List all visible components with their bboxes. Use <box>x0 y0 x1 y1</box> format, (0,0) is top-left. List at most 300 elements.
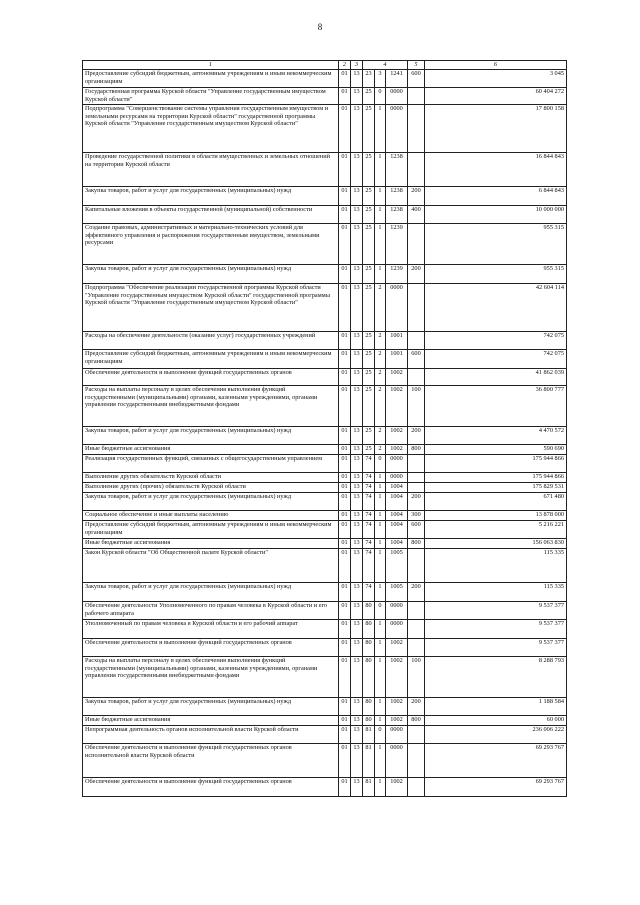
row-amount-cell: 10 000 000 <box>425 206 567 224</box>
row-name-cell: Обеспечение деятельности и выполнение функций государственных органов <box>83 639 339 657</box>
row-subsection-cell: 13 <box>351 386 363 427</box>
row-direction-cell: 1239 <box>386 265 408 284</box>
row-direction-cell: 1004 <box>386 483 408 493</box>
row-amount-cell: 16 844 843 <box>425 153 567 187</box>
row-amount-cell: 1 188 584 <box>425 698 567 716</box>
row-name-cell: Предоставление субсидий бюджетным, автономным учреждениям и иным некоммерческим организациям <box>83 521 339 539</box>
row-subprogram-cell: 1 <box>375 639 386 657</box>
row-subsection-cell: 13 <box>351 602 363 620</box>
row-direction-cell: 1001 <box>386 332 408 350</box>
table-row <box>83 483 567 493</box>
row-subsection-cell: 13 <box>351 583 363 602</box>
row-subsection-cell: 13 <box>351 445 363 455</box>
table-row <box>83 369 567 386</box>
row-subprogram-cell: 1 <box>375 511 386 521</box>
row-expense-type-cell <box>408 639 425 657</box>
row-direction-cell: 1002 <box>386 716 408 726</box>
table-row <box>83 620 567 639</box>
row-subprogram-cell: 1 <box>375 698 386 716</box>
row-subprogram-cell: 0 <box>375 726 386 744</box>
table-row <box>83 698 567 716</box>
row-amount-cell: 13 878 000 <box>425 511 567 521</box>
row-subsection-cell: 13 <box>351 473 363 483</box>
row-direction-cell: 1239 <box>386 224 408 265</box>
header-cell: 1 <box>83 61 339 70</box>
header-cell: 6 <box>425 61 567 70</box>
table-row <box>83 493 567 511</box>
row-direction-cell: 0000 <box>386 455 408 473</box>
row-subprogram-cell: 1 <box>375 539 386 549</box>
row-subprogram-cell: 2 <box>375 369 386 386</box>
row-program-cell: 25 <box>363 386 375 427</box>
row-section-cell: 01 <box>339 369 351 386</box>
row-expense-type-cell <box>408 549 425 583</box>
row-expense-type-cell <box>408 726 425 744</box>
row-direction-cell: 1002 <box>386 427 408 445</box>
row-section-cell: 01 <box>339 639 351 657</box>
row-direction-cell: 0000 <box>386 620 408 639</box>
row-subprogram-cell: 1 <box>375 493 386 511</box>
table-row <box>83 284 567 332</box>
row-subprogram-cell: 1 <box>375 105 386 153</box>
row-subprogram-cell: 0 <box>375 602 386 620</box>
row-expense-type-cell: 800 <box>408 716 425 726</box>
row-subprogram-cell: 1 <box>375 549 386 583</box>
row-section-cell: 01 <box>339 187 351 206</box>
row-section-cell: 01 <box>339 511 351 521</box>
header-cell: 2 <box>339 61 351 70</box>
header-cell: 3 <box>351 61 363 70</box>
row-amount-cell: 5 216 221 <box>425 521 567 539</box>
row-expense-type-cell <box>408 778 425 797</box>
row-name-cell: Подпрограмма "Обеспечение реализации государственной программы Курской области "Управление государственным имуществом Курской области" государственной программы Курской области "Управление государственным имуществом Курской области" <box>83 284 339 332</box>
row-amount-cell: 671 480 <box>425 493 567 511</box>
table-row <box>83 153 567 187</box>
row-section-cell: 01 <box>339 427 351 445</box>
row-section-cell: 01 <box>339 88 351 105</box>
table-row <box>83 549 567 583</box>
row-section-cell: 01 <box>339 445 351 455</box>
table-row <box>83 726 567 744</box>
table-row <box>83 473 567 483</box>
table-row <box>83 206 567 224</box>
row-section-cell: 01 <box>339 620 351 639</box>
row-expense-type-cell: 100 <box>408 386 425 427</box>
row-expense-type-cell <box>408 369 425 386</box>
row-program-cell: 25 <box>363 88 375 105</box>
row-direction-cell: 0000 <box>386 473 408 483</box>
row-program-cell: 25 <box>363 206 375 224</box>
row-amount-cell: 60 000 <box>425 716 567 726</box>
row-name-cell: Предоставление субсидий бюджетным, автономным учреждениям и иным некоммерческим организациям <box>83 70 339 88</box>
row-name-cell: Расходы на выплаты персоналу в целях обеспечения выполнения функций государственными (муниципальными) органами, казенными учреждениями, органами управления государственными внебюджетными фондами <box>83 386 339 427</box>
table-row <box>83 445 567 455</box>
row-program-cell: 74 <box>363 583 375 602</box>
row-amount-cell: 69 293 767 <box>425 744 567 778</box>
row-section-cell: 01 <box>339 726 351 744</box>
row-section-cell: 01 <box>339 483 351 493</box>
row-subprogram-cell: 1 <box>375 744 386 778</box>
row-expense-type-cell <box>408 332 425 350</box>
row-expense-type-cell: 200 <box>408 427 425 445</box>
row-amount-cell: 175 829 531 <box>425 483 567 493</box>
row-amount-cell: 236 006 222 <box>425 726 567 744</box>
row-program-cell: 74 <box>363 493 375 511</box>
row-expense-type-cell <box>408 224 425 265</box>
table-row <box>83 521 567 539</box>
row-subprogram-cell: 1 <box>375 620 386 639</box>
table-row <box>83 639 567 657</box>
row-amount-cell: 36 800 777 <box>425 386 567 427</box>
row-direction-cell: 1002 <box>386 657 408 698</box>
row-program-cell: 74 <box>363 539 375 549</box>
row-section-cell: 01 <box>339 744 351 778</box>
row-section-cell: 01 <box>339 778 351 797</box>
row-subsection-cell: 13 <box>351 639 363 657</box>
row-amount-cell: 742 075 <box>425 350 567 369</box>
header-cell: 5 <box>408 61 425 70</box>
row-subprogram-cell: 2 <box>375 386 386 427</box>
row-subprogram-cell: 1 <box>375 657 386 698</box>
row-subsection-cell: 13 <box>351 153 363 187</box>
row-name-cell: Закупка товаров, работ и услуг для государственных (муниципальных) нужд <box>83 698 339 716</box>
row-program-cell: 80 <box>363 620 375 639</box>
row-program-cell: 25 <box>363 187 375 206</box>
table-row <box>83 716 567 726</box>
row-amount-cell: 115 335 <box>425 583 567 602</box>
row-expense-type-cell: 200 <box>408 265 425 284</box>
budget-table <box>82 60 567 797</box>
row-program-cell: 74 <box>363 455 375 473</box>
row-program-cell: 74 <box>363 473 375 483</box>
row-expense-type-cell <box>408 602 425 620</box>
row-amount-cell: 69 293 767 <box>425 778 567 797</box>
row-subprogram-cell: 1 <box>375 778 386 797</box>
row-expense-type-cell <box>408 455 425 473</box>
row-expense-type-cell <box>408 88 425 105</box>
row-expense-type-cell: 100 <box>408 657 425 698</box>
row-subsection-cell: 13 <box>351 549 363 583</box>
page-number: 8 <box>317 22 323 32</box>
row-subsection-cell: 13 <box>351 620 363 639</box>
row-section-cell: 01 <box>339 332 351 350</box>
row-direction-cell: 1241 <box>386 70 408 88</box>
row-section-cell: 01 <box>339 539 351 549</box>
row-subprogram-cell: 1 <box>375 521 386 539</box>
row-direction-cell: 0000 <box>386 284 408 332</box>
row-subprogram-cell: 3 <box>375 70 386 88</box>
row-subsection-cell: 13 <box>351 369 363 386</box>
row-program-cell: 25 <box>363 350 375 369</box>
row-program-cell: 80 <box>363 716 375 726</box>
row-name-cell: Закупка товаров, работ и услуг для государственных (муниципальных) нужд <box>83 265 339 284</box>
row-direction-cell: 1002 <box>386 639 408 657</box>
row-subprogram-cell: 1 <box>375 153 386 187</box>
row-name-cell: Закупка товаров, работ и услуг для государственных (муниципальных) нужд <box>83 583 339 602</box>
row-direction-cell: 1004 <box>386 511 408 521</box>
row-amount-cell: 42 604 114 <box>425 284 567 332</box>
row-section-cell: 01 <box>339 386 351 427</box>
table-row <box>83 455 567 473</box>
table-header-row <box>83 61 567 70</box>
row-program-cell: 81 <box>363 726 375 744</box>
row-amount-cell: 115 335 <box>425 549 567 583</box>
row-section-cell: 01 <box>339 473 351 483</box>
row-amount-cell: 60 404 272 <box>425 88 567 105</box>
row-amount-cell: 175 944 866 <box>425 455 567 473</box>
row-expense-type-cell: 200 <box>408 187 425 206</box>
row-program-cell: 25 <box>363 265 375 284</box>
row-section-cell: 01 <box>339 657 351 698</box>
row-program-cell: 74 <box>363 511 375 521</box>
table-row <box>83 657 567 698</box>
row-amount-cell: 17 800 158 <box>425 105 567 153</box>
row-subsection-cell: 13 <box>351 265 363 284</box>
row-subprogram-cell: 0 <box>375 88 386 105</box>
row-section-cell: 01 <box>339 284 351 332</box>
row-amount-cell: 9 537 377 <box>425 620 567 639</box>
row-amount-cell: 175 944 866 <box>425 473 567 483</box>
row-section-cell: 01 <box>339 583 351 602</box>
row-expense-type-cell: 600 <box>408 521 425 539</box>
row-subsection-cell: 13 <box>351 455 363 473</box>
row-direction-cell: 1004 <box>386 521 408 539</box>
row-direction-cell: 1238 <box>386 206 408 224</box>
row-program-cell: 74 <box>363 483 375 493</box>
table-row <box>83 539 567 549</box>
row-name-cell: Обеспечение деятельности и выполнение функций государственных органов <box>83 778 339 797</box>
row-program-cell: 25 <box>363 427 375 445</box>
row-name-cell: Предоставление субсидий бюджетным, автономным учреждениям и иным некоммерческим организациям <box>83 350 339 369</box>
table-row <box>83 350 567 369</box>
row-expense-type-cell <box>408 473 425 483</box>
row-subprogram-cell: 1 <box>375 206 386 224</box>
row-section-cell: 01 <box>339 105 351 153</box>
row-direction-cell: 1005 <box>386 583 408 602</box>
row-subsection-cell: 13 <box>351 521 363 539</box>
row-program-cell: 25 <box>363 153 375 187</box>
row-subprogram-cell: 1 <box>375 265 386 284</box>
row-name-cell: Социальное обеспечение и иные выплаты населению <box>83 511 339 521</box>
row-subsection-cell: 13 <box>351 427 363 445</box>
row-expense-type-cell <box>408 284 425 332</box>
row-expense-type-cell <box>408 153 425 187</box>
row-direction-cell: 1238 <box>386 153 408 187</box>
row-program-cell: 74 <box>363 521 375 539</box>
row-direction-cell: 0000 <box>386 744 408 778</box>
row-subsection-cell: 13 <box>351 483 363 493</box>
row-name-cell: Расходы на выплаты персоналу в целях обеспечения выполнения функций государственными (муниципальными) органами, казенными учреждениями, органами управления государственными внебюджетными фондами <box>83 657 339 698</box>
row-subsection-cell: 13 <box>351 332 363 350</box>
row-name-cell: Обеспечение деятельности и выполнение функций государственных органов <box>83 369 339 386</box>
row-subprogram-cell: 2 <box>375 350 386 369</box>
row-section-cell: 01 <box>339 206 351 224</box>
row-amount-cell: 41 862 039 <box>425 369 567 386</box>
row-direction-cell: 1002 <box>386 386 408 427</box>
row-section-cell: 01 <box>339 224 351 265</box>
row-name-cell: Расходы на обеспечение деятельности (оказание услуг) государственных учреждений <box>83 332 339 350</box>
row-subsection-cell: 13 <box>351 778 363 797</box>
row-expense-type-cell: 600 <box>408 70 425 88</box>
row-subsection-cell: 13 <box>351 187 363 206</box>
row-program-cell: 25 <box>363 445 375 455</box>
table-row <box>83 224 567 265</box>
table-row <box>83 511 567 521</box>
row-program-cell: 80 <box>363 698 375 716</box>
row-program-cell: 25 <box>363 224 375 265</box>
row-name-cell: Закупка товаров, работ и услуг для государственных (муниципальных) нужд <box>83 493 339 511</box>
row-expense-type-cell: 600 <box>408 350 425 369</box>
table-row <box>83 427 567 445</box>
row-amount-cell: 742 075 <box>425 332 567 350</box>
row-program-cell: 23 <box>363 70 375 88</box>
row-name-cell: Закупка товаров, работ и услуг для государственных (муниципальных) нужд <box>83 427 339 445</box>
row-direction-cell: 1002 <box>386 778 408 797</box>
row-direction-cell: 1004 <box>386 539 408 549</box>
table-row <box>83 265 567 284</box>
row-subprogram-cell: 0 <box>375 455 386 473</box>
row-amount-cell: 6 844 843 <box>425 187 567 206</box>
row-direction-cell: 0000 <box>386 88 408 105</box>
row-amount-cell: 8 288 793 <box>425 657 567 698</box>
row-subsection-cell: 13 <box>351 88 363 105</box>
row-subprogram-cell: 1 <box>375 716 386 726</box>
row-expense-type-cell <box>408 483 425 493</box>
row-subprogram-cell: 2 <box>375 284 386 332</box>
row-direction-cell: 1001 <box>386 350 408 369</box>
row-subsection-cell: 13 <box>351 70 363 88</box>
row-amount-cell: 955 315 <box>425 265 567 284</box>
row-subsection-cell: 13 <box>351 726 363 744</box>
row-program-cell: 74 <box>363 549 375 583</box>
row-subprogram-cell: 1 <box>375 473 386 483</box>
row-direction-cell: 1238 <box>386 187 408 206</box>
row-section-cell: 01 <box>339 521 351 539</box>
row-expense-type-cell: 200 <box>408 493 425 511</box>
row-amount-cell: 4 470 572 <box>425 427 567 445</box>
row-subprogram-cell: 2 <box>375 332 386 350</box>
row-subsection-cell: 13 <box>351 350 363 369</box>
row-direction-cell: 1002 <box>386 369 408 386</box>
table-row <box>83 70 567 88</box>
row-name-cell: Закон Курской области "Об Общественной палате Курской области" <box>83 549 339 583</box>
row-section-cell: 01 <box>339 350 351 369</box>
table-row <box>83 744 567 778</box>
row-name-cell: Обеспечение деятельности Уполномоченного по правам человека в Курской области и его рабочего аппарата <box>83 602 339 620</box>
row-expense-type-cell <box>408 620 425 639</box>
row-direction-cell: 1005 <box>386 549 408 583</box>
row-program-cell: 25 <box>363 105 375 153</box>
budget-table-body <box>83 61 567 797</box>
row-section-cell: 01 <box>339 455 351 473</box>
row-subprogram-cell: 2 <box>375 427 386 445</box>
table-row <box>83 386 567 427</box>
table-row <box>83 332 567 350</box>
row-name-cell: Создание правовых, административных и материально-технических условий для эффективного управления и распоряжения государственным имуществом, земельными ресурсами <box>83 224 339 265</box>
row-direction-cell: 1004 <box>386 493 408 511</box>
row-subsection-cell: 13 <box>351 744 363 778</box>
row-direction-cell: 1002 <box>386 445 408 455</box>
header-cell: 4 <box>363 61 408 70</box>
row-subsection-cell: 13 <box>351 206 363 224</box>
row-section-cell: 01 <box>339 493 351 511</box>
row-subsection-cell: 13 <box>351 716 363 726</box>
row-direction-cell: 0000 <box>386 105 408 153</box>
row-subsection-cell: 13 <box>351 493 363 511</box>
row-name-cell: Закупка товаров, работ и услуг для государственных (муниципальных) нужд <box>83 187 339 206</box>
row-name-cell: Выполнение других обязательств Курской области <box>83 473 339 483</box>
table-row <box>83 778 567 797</box>
row-name-cell: Иные бюджетные ассигнования <box>83 539 339 549</box>
row-program-cell: 25 <box>363 284 375 332</box>
row-section-cell: 01 <box>339 698 351 716</box>
row-program-cell: 25 <box>363 332 375 350</box>
row-subsection-cell: 13 <box>351 284 363 332</box>
table-row <box>83 105 567 153</box>
row-section-cell: 01 <box>339 716 351 726</box>
table-row <box>83 583 567 602</box>
row-direction-cell: 1002 <box>386 698 408 716</box>
row-amount-cell: 955 315 <box>425 224 567 265</box>
row-name-cell: Непрограммная деятельность органов исполнительной власти Курской области <box>83 726 339 744</box>
table-row <box>83 88 567 105</box>
row-name-cell: Выполнение других (прочих) обязательств Курской области <box>83 483 339 493</box>
row-expense-type-cell: 200 <box>408 698 425 716</box>
row-direction-cell: 0000 <box>386 726 408 744</box>
row-amount-cell: 9 537 377 <box>425 639 567 657</box>
row-expense-type-cell <box>408 744 425 778</box>
row-subprogram-cell: 2 <box>375 445 386 455</box>
row-section-cell: 01 <box>339 549 351 583</box>
row-expense-type-cell: 200 <box>408 583 425 602</box>
row-section-cell: 01 <box>339 153 351 187</box>
row-amount-cell: 156 063 830 <box>425 539 567 549</box>
row-expense-type-cell: 300 <box>408 511 425 521</box>
row-amount-cell: 9 537 377 <box>425 602 567 620</box>
row-amount-cell: 590 690 <box>425 445 567 455</box>
row-subsection-cell: 13 <box>351 657 363 698</box>
row-program-cell: 81 <box>363 744 375 778</box>
row-section-cell: 01 <box>339 70 351 88</box>
row-name-cell: Иные бюджетные ассигнования <box>83 716 339 726</box>
row-subsection-cell: 13 <box>351 698 363 716</box>
row-section-cell: 01 <box>339 265 351 284</box>
row-program-cell: 80 <box>363 657 375 698</box>
row-subsection-cell: 13 <box>351 539 363 549</box>
row-subprogram-cell: 1 <box>375 187 386 206</box>
row-subprogram-cell: 1 <box>375 483 386 493</box>
row-expense-type-cell: 800 <box>408 539 425 549</box>
row-expense-type-cell: 800 <box>408 445 425 455</box>
row-expense-type-cell: 400 <box>408 206 425 224</box>
row-subsection-cell: 13 <box>351 224 363 265</box>
row-name-cell: Иные бюджетные ассигнования <box>83 445 339 455</box>
row-subprogram-cell: 1 <box>375 224 386 265</box>
row-subsection-cell: 13 <box>351 511 363 521</box>
row-program-cell: 81 <box>363 778 375 797</box>
row-program-cell: 80 <box>363 639 375 657</box>
row-program-cell: 80 <box>363 602 375 620</box>
row-name-cell: Капитальные вложения в объекты государственной (муниципальной) собственности <box>83 206 339 224</box>
row-program-cell: 25 <box>363 369 375 386</box>
row-subsection-cell: 13 <box>351 105 363 153</box>
row-name-cell: Обеспечение деятельности и выполнение функций государственных органов исполнительной власти Курской области <box>83 744 339 778</box>
row-direction-cell: 0000 <box>386 602 408 620</box>
row-amount-cell: 3 045 <box>425 70 567 88</box>
row-name-cell: Государственная программа Курской области "Управление государственным имуществом Курской области" <box>83 88 339 105</box>
table-row <box>83 187 567 206</box>
row-name-cell: Подпрограмма "Совершенствование системы управления государственным имуществом и земельными ресурсами на территории Курской области" государственной программы Курской области "Управление государственным имуществом Курской области" <box>83 105 339 153</box>
